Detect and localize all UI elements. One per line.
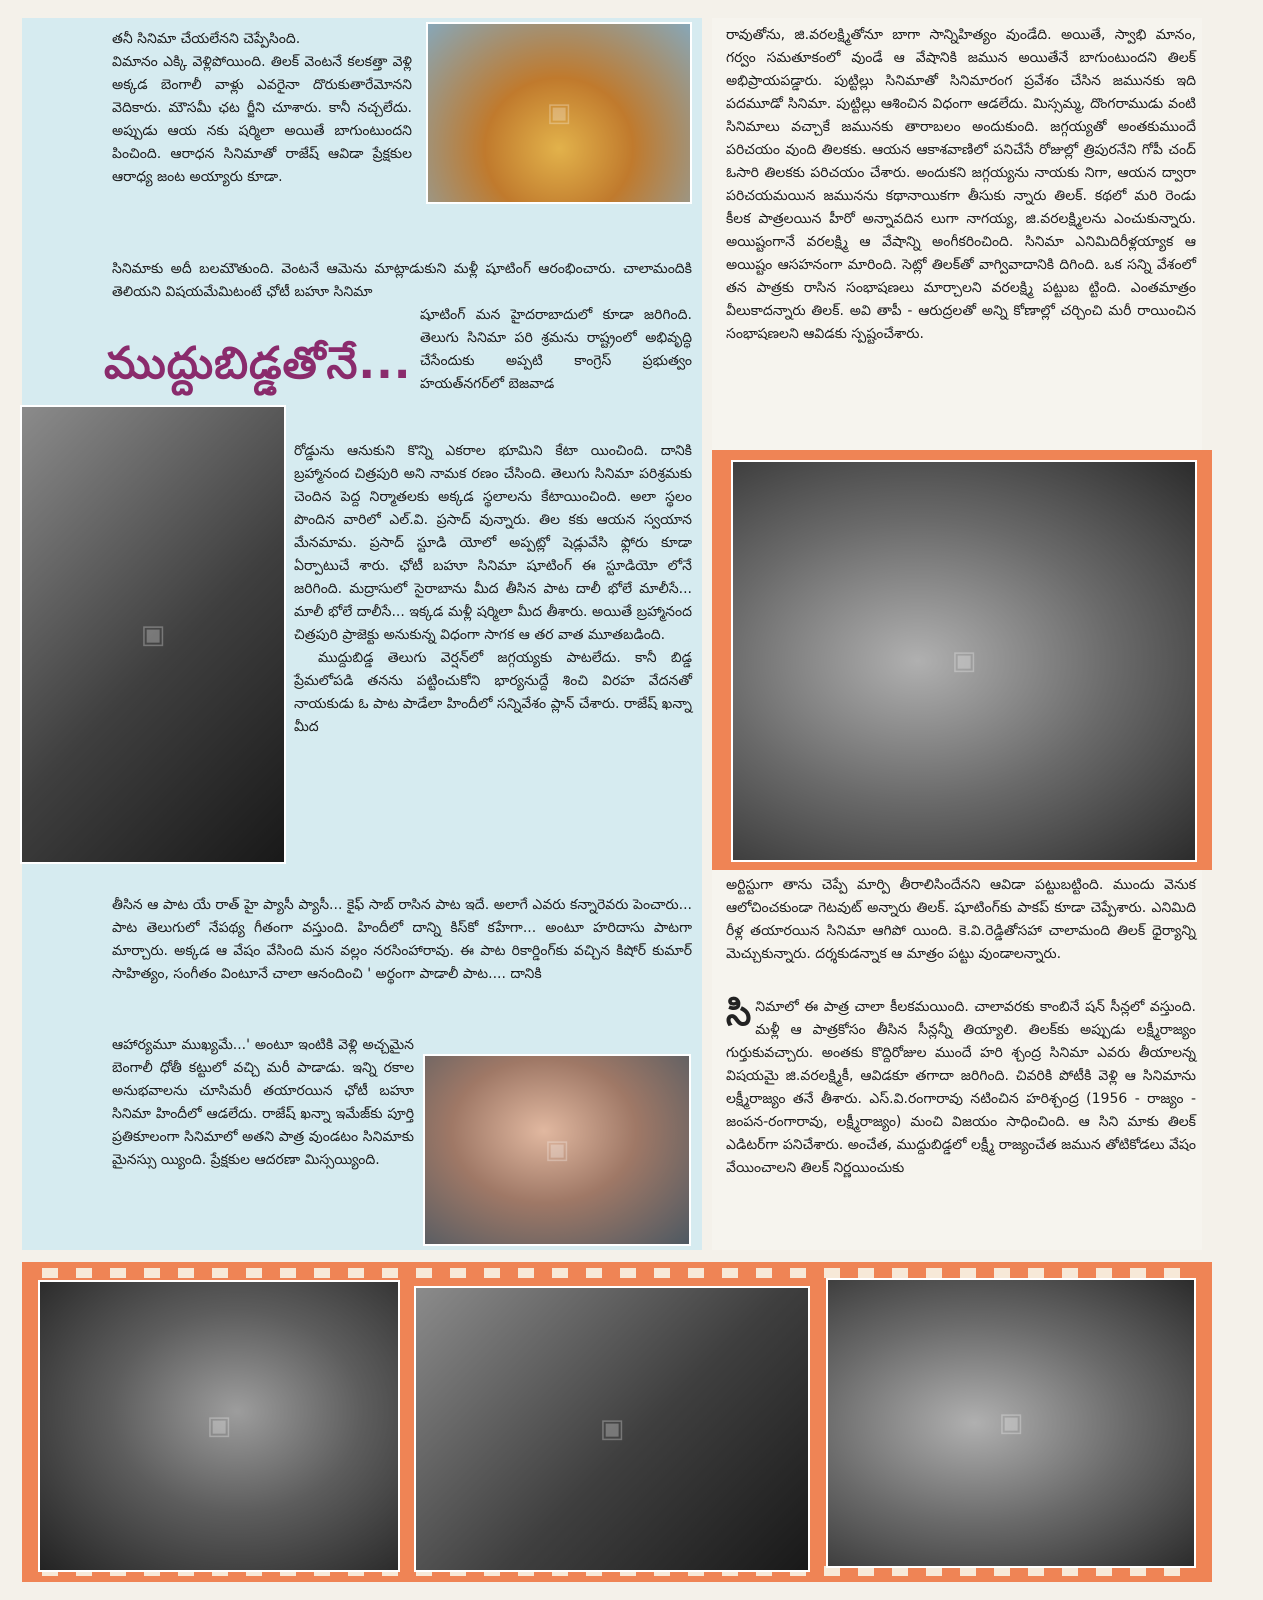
image-icon: ▣ — [546, 98, 572, 128]
filmstrip-photo-group-scene — [828, 1280, 1194, 1566]
filmstrip-photo-boy-at-hut — [40, 1282, 398, 1570]
paragraph: రావుతోను, జి.వరలక్ష్మితోనూ బాగా సాన్నిహిత్యం వుండేది. అయితే, స్వాభి మానం, గర్వం సమతూకంలో వుండే ఆ వేషానికి జమున అయితేనే బాగుంటుందని తిలక్ అభిప్రాయపడ్డారు. పుట్టిల్లు సినిమాతో సినిమారంగ ప్రవేశం చేసిన జమునకు ఇది పదమూడో సినిమా. పుట్టిల్లు ఆశించిన విధంగా ఆడలేదు. మిస్సమ్మ, దొంగరాముడు వంటి సినిమాలు వచ్చాకే జమునకు తారాబలం అందుకుంది. జగ్గయ్యతో అంతకుముందే పరిచయం వుంది తిలకకు. ఆయన ఆకాశవాణిలో పనిచేసే రోజుల్లో త్రిపురనేని గోపీ చంద్ ఓసారి తిలకకు పరిచయం చేశారు. అందుకని జగ్గయ్యను నాయకు నిగా, ఆయన ద్వారా పరిచయమయిన జమునను కథానాయికగా తీసుకు న్నారు తిలక్. కథలో మరి రెండు కీలక పాత్రలయిన హీరో అన్నావదిన లుగా నాగయ్య, జి.వరలక్ష్మిలను ఎంచుకున్నారు. అయిష్టంగానే వరలక్ష్మి ఆ వేషాన్ని అంగీకరించింది. సినిమా ఎనిమిదిరీళ్లయ్యాక ఆ అయిష్టం ఆసహనంగా మారింది. సెట్లో తిలక్‌తో వాగ్వివాదానికి దిగింది. ఒక సన్ని వేశంలో తన పాత్రకు రాసిన సంభాషణలు మార్చాలని వరలక్ష్మి పట్టుబ ట్టింది. ఎంతమాత్రం వీలుకాదన్నారు తిలక్. అవి తాపీ - ఆరుద్రలతో అన్ని కోణాల్లో చర్చించి మరీ రాయించిన సంభాషణలని ఆవిడకు స్పష్టంచేశారు. — [726, 27, 1196, 342]
left-full-width-text-2 — [112, 894, 692, 986]
right-top-text — [726, 24, 1196, 346]
paragraph: తనీ సినిమా చేయలేనని చెప్పేసింది. — [112, 31, 301, 47]
paragraph: తీసిన ఆ పాట యే రాత్ హై ప్యాసీ ప్యాసీ... కైఫ్ సాబ్ రాసిన పాట ఇదే. అలాగే ఎవరు కన్నారెవరు పెంచారు... పాట తెలుగులో నేపథ్య గీతంగా వస్తుంది. హిందీలో దాన్ని కిస్‌కో కహేగా... అంటూ హరిదాసు పాటగా మార్చారు. అక్కడ ఆ వేషం వేసింది మన వల్లం నరసింహారావు. ఈ పాట రికార్డింగ్‌కు వచ్చిన కిషోర్ కుమార్ సాహిత్యం, సంగీతం వింటూనే చాలా ఆనందించి ' అర్థంగా పాడాలీ పాట.... దానికి — [112, 897, 692, 982]
image-icon: ▣ — [998, 1408, 1024, 1438]
film-strip — [22, 1262, 1212, 1582]
image-icon: ▣ — [544, 1135, 570, 1165]
photo-mother-and-child — [733, 462, 1195, 860]
right-mid-text — [726, 874, 1196, 966]
image-icon: ▣ — [206, 1411, 232, 1441]
image-icon: ▣ — [140, 619, 166, 650]
paragraph: షూటింగ్ మన హైదరాబాదులో కూడా జరిగింది. తెలుగు సినిమా పరి శ్రమను రాష్ట్రంలో అభివృద్ధి చేసేందుకు అప్పటి కాంగ్రెస్ ప్రభుత్వం హయత్‌నగర్‌లో బెజవాడ — [420, 307, 692, 392]
image-icon: ▣ — [599, 1414, 625, 1444]
left-full-width-text — [112, 258, 692, 304]
paragraph: విమానం ఎక్కి వెళ్లిపోయింది. తిలక్ వెంటనే కలకత్తా వెళ్లి అక్కడ బెంగాలీ వాళ్లు ఎవరైనా దొరుకుతారేమోనని వెదికారు. మౌసమీ ఛట ర్జీని చూశారు. కానీ నచ్చలేదు. అప్పుడు ఆయ నకు షర్మిలా అయితే బాగుంటుందని పించింది. ఆరాధన సినిమాతో రాజేష్ ఆవిడా ప్రేక్షకుల ఆరాధ్య జంట అయ్యారు కూడా. — [112, 54, 412, 185]
right-bottom-text — [726, 993, 1196, 1180]
paragraph: రోడ్డును ఆనుకుని కొన్ని ఎకరాల భూమిని కేటా యించింది. దానికి బ్రహ్మానంద చిత్రపురి అని నామక రణం చేసింది. తెలుగు సినిమా పరిశ్రమకు చెందిన పెద్ద నిర్మాతలకు అక్కడ స్థలాలను కేటాయించింది. అలా స్థలం పొందిన వారిలో ఎల్.వి. ప్రసాద్ వున్నారు. తిల కకు ఆయన స్వయాన మేనమామ. ప్రసాద్ స్టూడి యోలో అప్పట్లో షెడ్లువేసి ఫ్లోరు కూడా ఏర్పాటుచే శారు. ఛోటీ బహూ సినిమా షూటింగ్ ఈ స్టూడియో లోనే జరిగింది. మద్రాసులో సైరాబాను మీద తీసిన పాట దాలీ భోలే మాలీసే... మాలీ భోలే దాలీసే... ఇక్కడ మళ్లీ షర్మిలా మీద తీశారు. అయితే బ్రహ్మానంద చిత్రపురి ప్రాజెక్టు అనుకున్న విధంగా సాగక ఆ తర వాత మూతబడింది. — [294, 443, 692, 643]
paragraph — [726, 993, 1196, 1180]
paragraph: అర్టిస్టుగా తాను చెప్పే మార్పి తీరాలిసిందేనని ఆవిడా పట్టుబట్టింది. ముందు వెనుక ఆలోచించకుండా గెటవుట్ అన్నారు తిలక్. షూటింగ్‌కు పాకప్ కూడా చెప్పేశారు. ఎనిమిది రీళ్ల తయారయిన సినిమా ఆగిపో యింది. కె.వి.రెడ్డితోసహా చాలామంది తిలక్ ధైర్యాన్ని మెచ్చుకున్నారు. దర్శకుడన్నాక ఆ మాత్రం పట్టు వుండాలన్నారు. — [726, 877, 1196, 962]
film-perforations-top — [42, 1268, 1192, 1278]
paragraph: ఆహార్యమూ ముఖ్యమే...' అంటూ ఇంటికి వెళ్లి అచ్చమైన బెంగాలీ ధోతీ కట్టులో వచ్చి మరీ పాడాడు. ఇన్ని రకాల అనుభవాలను చూసిమరీ తయారయిన ఛోటీ బహూ సినిమా హిందీలో ఆడలేదు. రాజేష్ ఖన్నా ఇమేజ్‌కు పూర్తి ప్రతికూలంగా సినిమాలో అతని పాత్ర వుండటం సినిమాకు మైనస్సు య్యింది. ప్రేక్షకుల ఆదరణా మిస్సయ్యింది. — [112, 1037, 414, 1168]
filmstrip-photo-bedside-scene — [416, 1288, 808, 1570]
left-top-text — [112, 28, 412, 189]
drop-cap: సి — [726, 993, 752, 1034]
paragraph: సినిమాకు అదీ బలమౌతుంది. వెంటనే ఆమెను మాట్లాడుకుని మళ్లీ షూటింగ్ ఆరంభించారు. చాలామందికి తెలియని విషయమేమిటంటే ఛోటీ బహూ సినిమా — [112, 261, 692, 300]
left-bottom-narrow-text — [112, 1034, 414, 1172]
paragraph-body: నిమాలో ఈ పాత్ర చాలా కీలకమయింది. చాలావరకు కాంబినే షన్ సీన్లలో వస్తుంది. మళ్లీ ఆ పాత్రకోసం తీసిన సీన్లన్నీ తియ్యాలి. తిలక్‌కు అప్పుడు లక్ష్మీరాజ్యం గుర్తుకువచ్చారు. అంతకు కొద్దిరోజుల ముందే హరి శ్చంద్ర సినిమా ఎవరు తీయాలన్న విషయమై జి.వరలక్ష్మికీ, ఆవిడకూ తగాదా జరిగింది. చివరికి పోటీకి వెళ్లి ఆ సినిమాను లక్ష్మీరాజ్యం తనే తీశారు. ఎస్.వి.రంగారావు నటించిన హరిశ్చంద్ర (1956 - రాజ్యం - జంపన-రంగారావు, లక్ష్మీరాజ్యం) మంచి విజయం సాధించింది. ఆ సిని మాకు తిలక్ ఎడిటర్‌గా పనిచేశారు. అంచేత, ముద్దుబిడ్డలో లక్ష్మీ రాజ్యంచేత జమున తోటికోడలు వేషం వేయించాలని తిలక్ నిర్ణయించుకు — [726, 999, 1196, 1176]
paragraph: ముద్దుబిడ్డ తెలుగు వెర్షన్‌లో జగ్గయ్యకు పాటలేదు. కానీ బిడ్డ ప్రేమలోపడి తనను పట్టించుకోని భార్యనుద్దే శించి విరహ వేదనతో నాయకుడు ఓ పాట పాడేలా హిందీలో సన్నివేశం ప్లాన్ చేశారు. రాజేష్ ఖన్నా మీద — [294, 650, 692, 735]
article-heading: ముద్దుబిడ్డతోనే... — [104, 338, 412, 389]
photo-crying-boy — [425, 1056, 689, 1244]
photo-boy-with-pot — [428, 24, 690, 202]
photo-men-embrace — [22, 407, 284, 862]
image-icon: ▣ — [951, 646, 977, 676]
left-mid-text — [294, 440, 692, 739]
left-narrow-text — [420, 304, 692, 396]
